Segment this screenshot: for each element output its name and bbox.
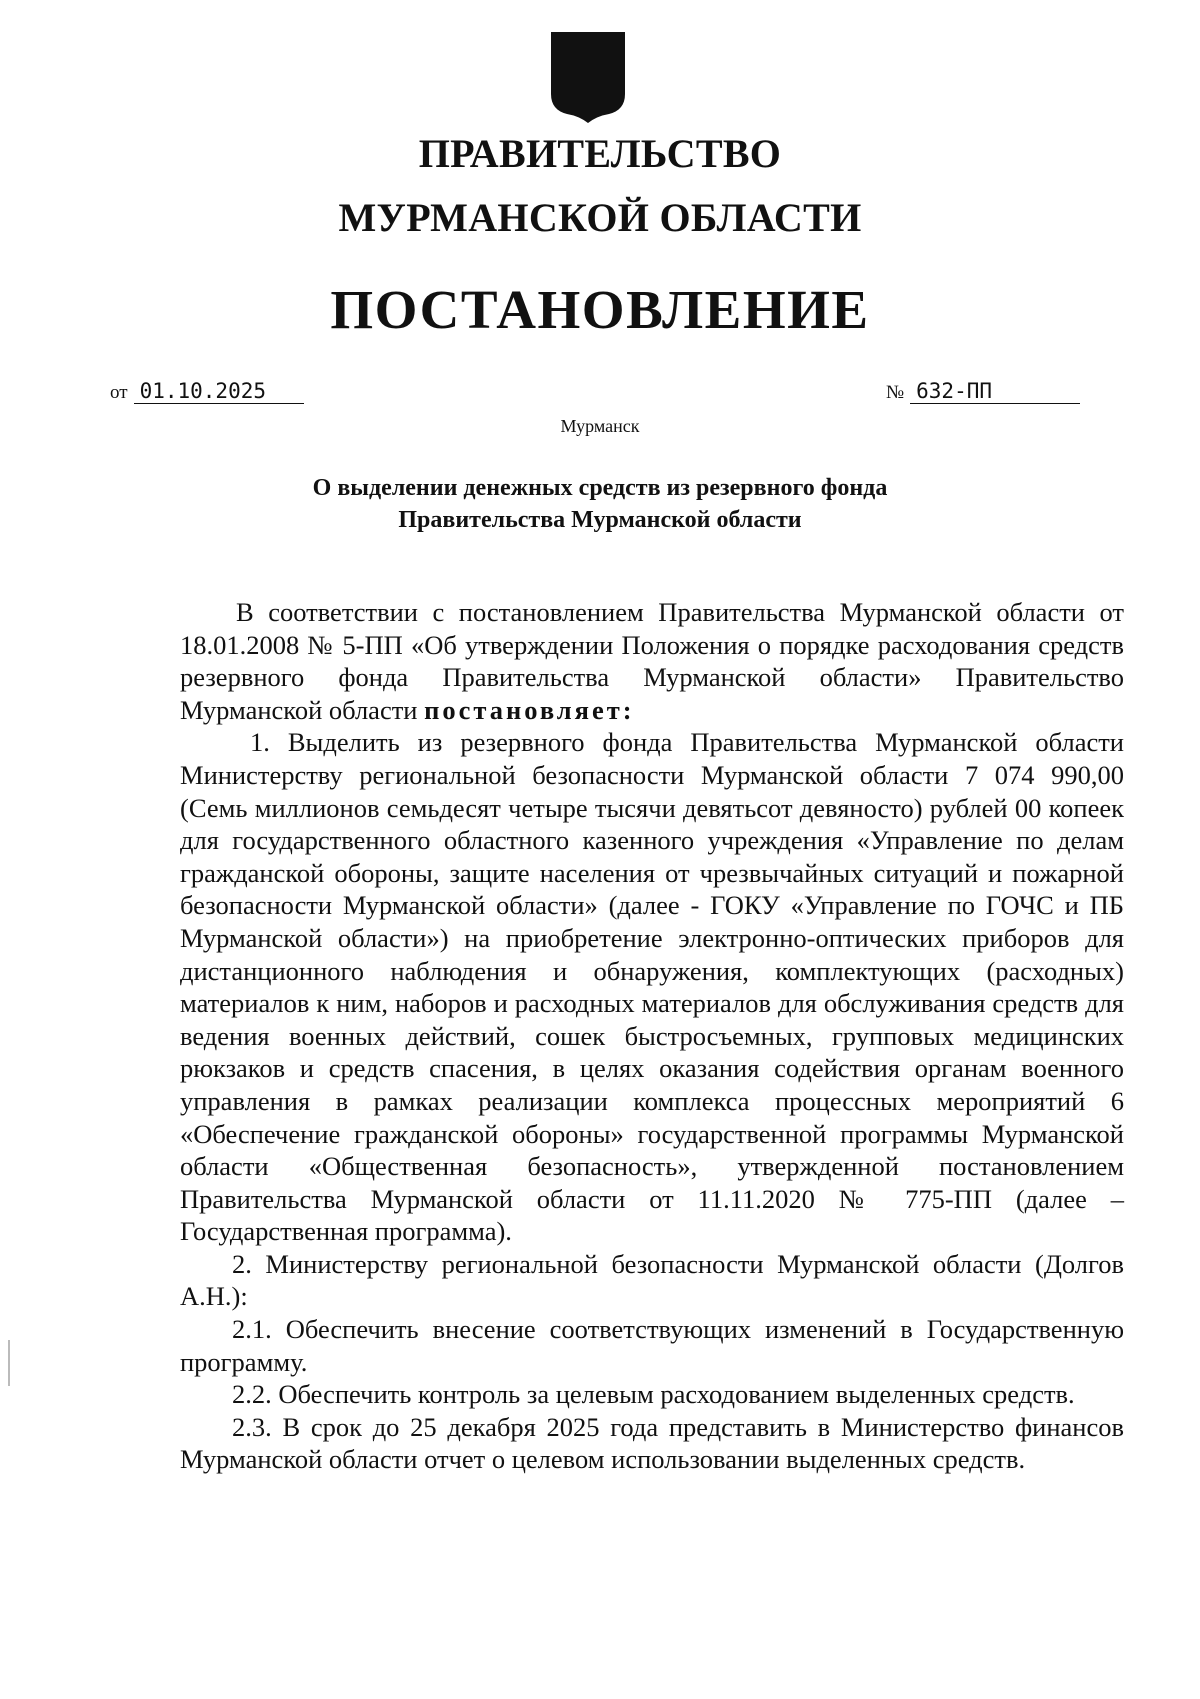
- clause-2-2: 2.2. Обеспечить контроль за целевым расходованием выделенных средств.: [232, 1379, 1075, 1410]
- org-name-line2: МУРМАНСКОЙ ОБЛАСТИ: [338, 195, 862, 240]
- clause-2: 2. Министерству региональной безопасности Мурманской области (Долгов А.Н.):: [180, 1248, 1124, 1312]
- document-number: [886, 381, 1080, 404]
- clause-2-1: 2.1. Обеспечить внесение соответствующих изменений в Государственную программу.: [180, 1314, 1124, 1377]
- preamble-paragraph: [180, 596, 1124, 726]
- number-value: 632-ПП: [910, 381, 1080, 404]
- scan-margin-mark: [8, 1340, 10, 1386]
- clause-2-3: 2.3. В срок до 25 декабря 2025 года представить в Министерство финансов Мурманской области отчет о целевом использовании выделенных средств.: [180, 1411, 1124, 1475]
- date-value: 01.10.2025: [134, 381, 304, 404]
- document-body: [180, 596, 1124, 1476]
- subject-line1: О выделении денежных средств из резервного фонда: [312, 475, 888, 501]
- document-type-title: ПОСТАНОВЛЕНИЕ: [330, 279, 870, 340]
- decree-keyword: постановляет:: [424, 694, 635, 725]
- clause-1: 1. Выделить из резервного фонда Правительства Мурманской области Министерству региональной безопасности Мурманской области 7 074 990,00 (Семь миллионов семьдесят четыре тысячи девятьсот девяносто) рублей 00 копеек для государственного областного казенного учреждения «Управление по делам гражданской обороны, защите населения от чрезвычайных ситуаций и пожарной безопасности Мурманской области» (далее - ГОКУ «Управление по ГОЧС и ПБ Мурманской области») на приобретение электронно-оптических приборов для дистанционного наблюдения и обнаружения, комплектующих (расходных) материалов к ним, наборов и расходных материалов для обслуживания средств для ведения военных действий, сошек быстросъемных, групповых медицинских рюкзаков и средств спасения, в целях оказания содействия органам военного управления в рамках реализации комплекса процессных мероприятий 6 «Обеспечение гражданской обороны» государственной программы Мурманской области «Общественная безопасность», утвержденной постановлением Правительства Мурманской области от 11.11.2020 № 775-ПП (далее – Государственная программа).: [180, 727, 1124, 1247]
- coat-of-arms-icon: [549, 30, 627, 125]
- document-date: [110, 381, 304, 404]
- place-of-issue: Мурманск: [560, 416, 640, 436]
- number-prefix: №: [886, 382, 905, 403]
- subject-line2: Правительства Мурманской области: [398, 507, 802, 533]
- date-prefix: от: [110, 382, 128, 403]
- org-name-line1: ПРАВИТЕЛЬСТВО: [418, 131, 782, 176]
- preamble-text: В соответствии с постановлением Правительства Мурманской области от 18.01.2008 № 5-ПП «Об утверждении Положения о порядке расходования средств резервного фонда Правительства Мурманской области» Правительство Мурманской области: [180, 597, 1124, 725]
- document-subject: [0, 472, 1200, 536]
